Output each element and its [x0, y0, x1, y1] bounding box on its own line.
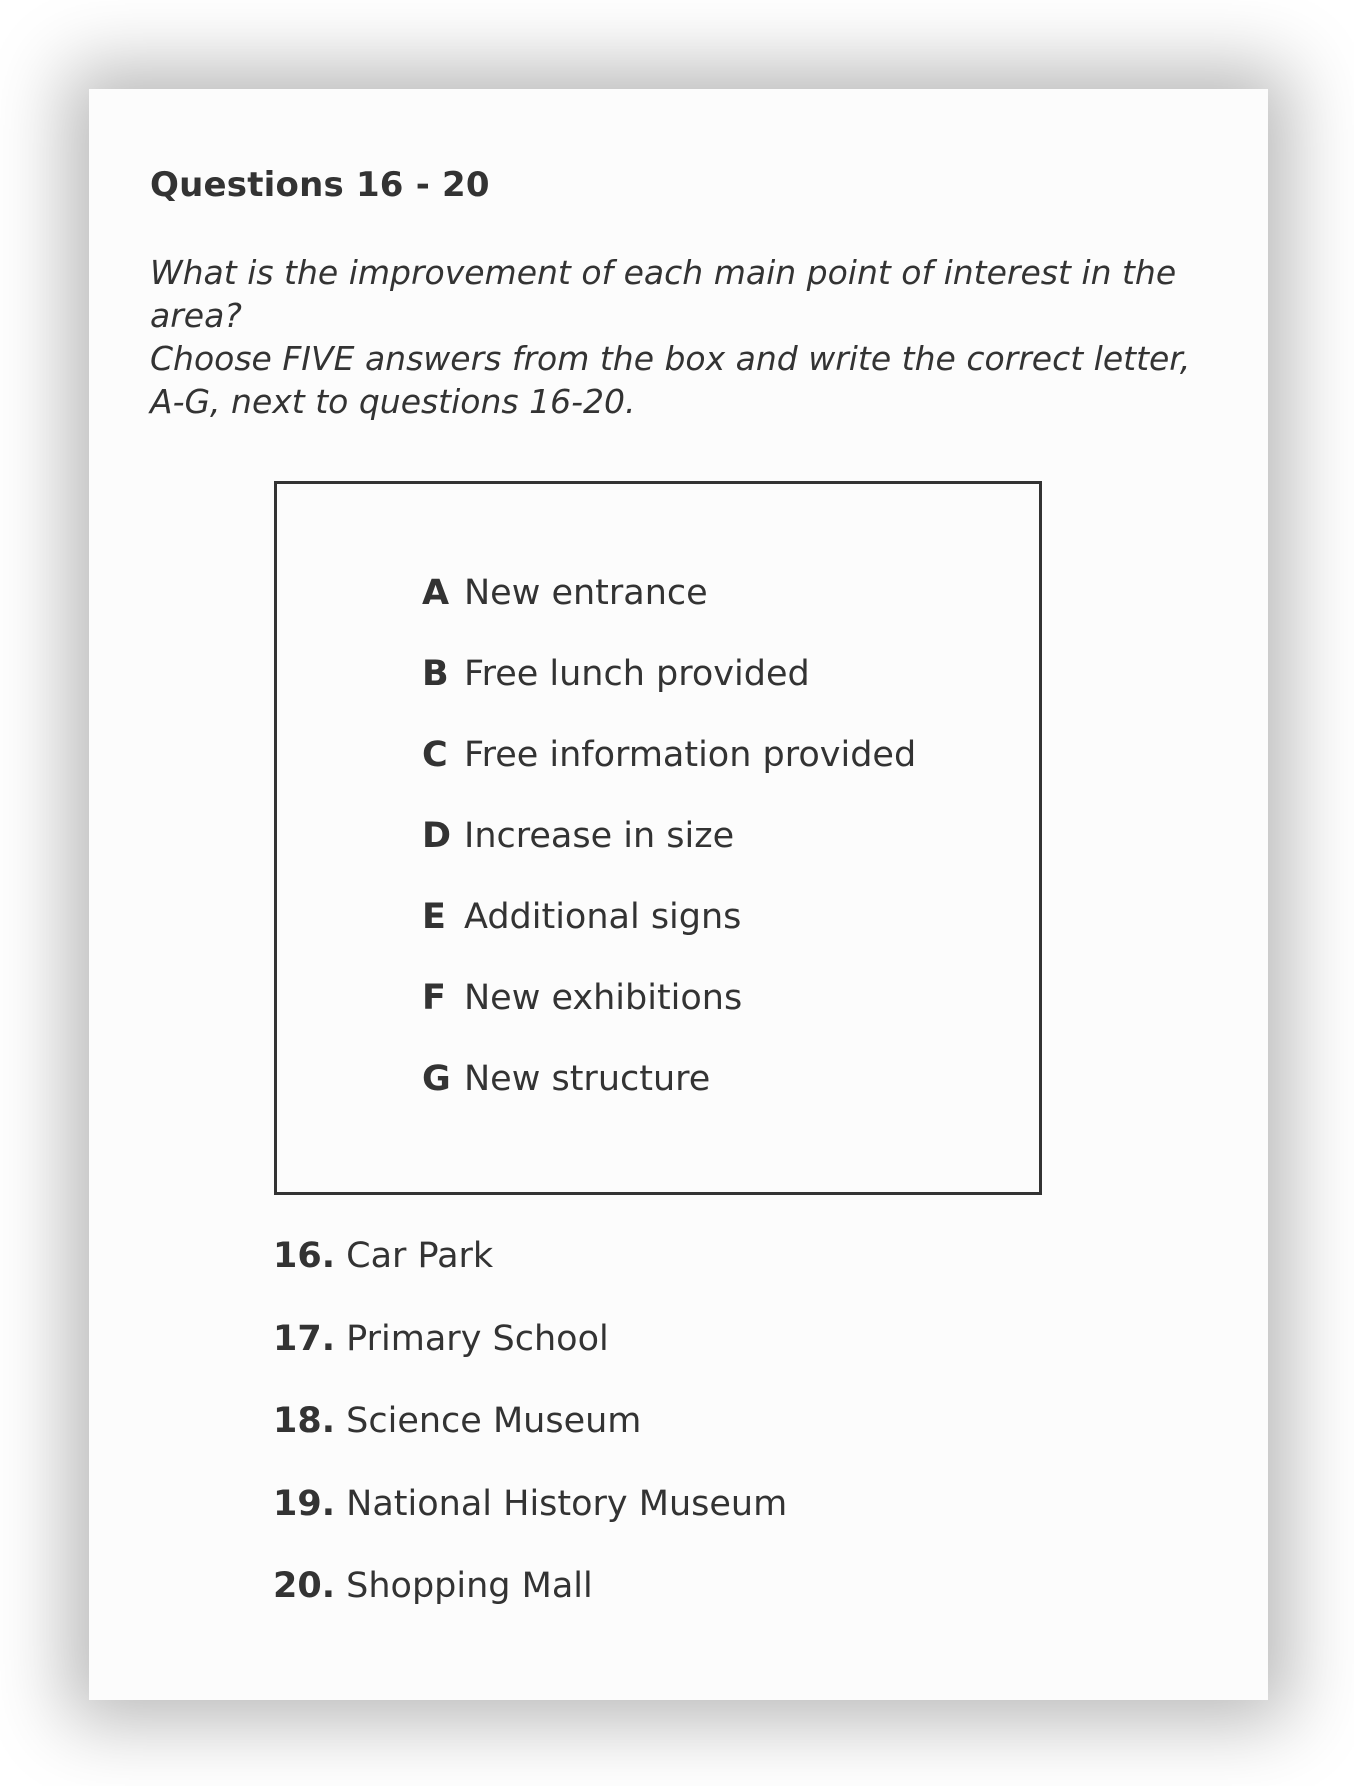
question-number: 20. [273, 1566, 336, 1606]
option-letter: B [422, 654, 449, 694]
question-17 [273, 1314, 787, 1397]
option-c [422, 730, 916, 811]
question-19 [273, 1479, 787, 1562]
question-18 [273, 1396, 787, 1479]
option-text: Free information provided [464, 735, 917, 775]
option-letter: A [422, 573, 450, 613]
question-text: National History Museum [346, 1483, 788, 1524]
question-20 [273, 1561, 787, 1644]
option-text: New entrance [464, 573, 708, 613]
question-text: Shopping Mall [346, 1566, 593, 1606]
option-letter: E [422, 897, 446, 937]
question-prompt: What is the improvement of each main point of interest in the area? [150, 253, 1177, 335]
question-text: Car Park [346, 1236, 494, 1276]
option-text: New structure [464, 1059, 711, 1099]
option-letter: D [422, 816, 452, 856]
options-list [422, 568, 916, 1135]
option-text: Additional signs [464, 897, 742, 937]
option-a [422, 568, 916, 649]
question-number: 18. [273, 1401, 336, 1441]
question-number: 17. [273, 1318, 336, 1359]
option-letter: C [422, 735, 448, 775]
section-heading: Questions 16 - 20 [150, 165, 490, 205]
options-box [274, 481, 1042, 1195]
question-16 [273, 1231, 787, 1314]
option-letter: G [422, 1059, 451, 1099]
question-text: Primary School [346, 1318, 609, 1359]
answer-instructions: Choose FIVE answers from the box and write the correct letter, A-G, next to questions 16-20. [150, 339, 1191, 421]
option-g [422, 1054, 916, 1135]
option-text: New exhibitions [464, 978, 743, 1018]
questions-list [273, 1231, 787, 1644]
option-letter: F [422, 978, 446, 1018]
question-text: Science Museum [346, 1401, 642, 1441]
option-b [422, 649, 916, 730]
question-number: 16. [273, 1236, 336, 1276]
option-text: Free lunch provided [464, 654, 810, 694]
option-d [422, 811, 916, 892]
option-e [422, 892, 916, 973]
option-text: Increase in size [464, 816, 735, 856]
question-number: 19. [273, 1483, 336, 1524]
option-f [422, 973, 916, 1054]
question-sheet [89, 89, 1268, 1700]
